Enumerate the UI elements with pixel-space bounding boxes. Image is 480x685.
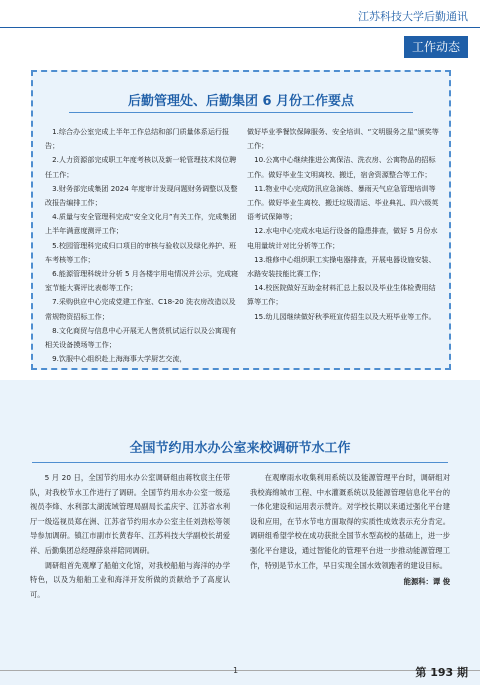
header-title: 江苏科技大学后勤通讯 [358, 10, 468, 23]
list-item: 14.校医院做好互助金材料汇总上报以及毕业生体检费用结算等工作； [247, 283, 436, 307]
article2-left-column [30, 471, 230, 602]
list-item: 7.采购供应中心完成党建工作室、C18-20 洗衣房改造以及常规物资招标工作； [45, 297, 236, 321]
list-item: 9.饮服中心组织赴上海海事大学厨艺交流， [52, 354, 187, 364]
article2-title: 全国节约用水办公室来校调研节水工作 [129, 441, 351, 456]
article1-left-column [45, 125, 239, 366]
list-item: 11.物业中心完成防汛应急演练、暴雨天气应急管理培训等工作。做好毕业生离校、搬迁垃圾清运、毕业典礼、四六级英语考试保障等； [247, 183, 439, 222]
article-author: 能源科：谭 俊 [403, 577, 450, 587]
list-item: 1.综合办公室完成上半年工作总结和部门质量体系运行报告； [45, 127, 230, 151]
paragraph: 调研组首先观摩了船舶文化馆，对我校船舶与海洋的办学特色，以及为船舶工业和海洋开发所做的贡献给予了高度认可。 [30, 560, 230, 599]
list-item: 12.水电中心完成水电运行设备的隐患排查，做好 5 月份水电用量统计对比分析等工作； [247, 226, 438, 250]
issue-number: 第 193 期 [415, 666, 468, 679]
header-rule [0, 27, 480, 28]
list-item: 8.文化商贸与信息中心开展无人售货机试运行以及公寓现有相关设备摸场等工作； [45, 325, 237, 350]
list-item: 10.公寓中心继续推进公寓保洁、洗衣房、公寓物品的招标工作。做好毕业生文明离校、搬迁，宿舍资源整合等工作； [247, 155, 436, 179]
article1-title: 后勤管理处、后勤集团 6 月份工作要点 [127, 94, 355, 109]
list-item: 做好毕业季餐饮保障服务、安全培训、“文明服务之星”颁奖等工作； [247, 127, 439, 151]
section-tag: 工作动态 [404, 36, 468, 58]
list-item: 13.维修中心组织职工实操电器排查，开展电器设施安装、水路安装技能比赛工作； [247, 254, 436, 279]
article2-title-rule [32, 462, 448, 463]
list-item: 5.校园管理科完成归口项目的审核与验收以及绿化养护、班车考核等工作； [45, 240, 237, 264]
list-item: 6.能源管理科统计分析 5 月各楼宇用电情况并公示，完成寝室节能大赛评比表彰等工作； [45, 269, 239, 293]
paragraph: 5 月 20 日，全国节约用水办公室调研组由蒋牧宸主任带队，对我校节水工作进行了调研。全国节约用水办公室一级巡视员李烽、水利部太湖流域管理局副局长孟庆宇、江苏省水利厅一级巡视员郑在洲、江苏省节约用水办公室主任刘劲松等领导参加调研。镇江市副市长黄春年、江苏科技大学副校长胡爱祥、后勤集团总经理薛泉祥陪同调研。 [30, 473, 230, 555]
list-item: 3.财务部完成集团 2024 年度审计发现问题财务调整以及整改报告编排工作； [45, 183, 238, 208]
article2-right-column [250, 471, 450, 590]
list-item: 2.人力资源部完成职工年度考核以及新一轮管理技术岗位聘任工作； [45, 155, 237, 179]
page-number: 1 [233, 666, 239, 675]
article2-box [0, 380, 480, 685]
list-item: 15.幼儿园继续做好秋季班宣传招生以及大班毕业等工作。 [254, 311, 436, 321]
paragraph: 在观摩雨水收集利用系统以及能源管理平台时，调研组对我校海绵城市工程、中水灌溉系统以及能源管理信息化平台的一体化建设和运用表示赞许。对学校长期以来通过强化平台建设和应用，在节水节电方面取得的实质性成效表示充分肯定。调研组希望学校在成功获批全国节水型高校的基础上，进一步强化平台建设，通过智能化的管理平台进一步推动能源管理工作，特别是节水工作，早日实现全国水效领跑者的建设目标。 [250, 473, 450, 570]
list-item: 4.质量与安全管理科完成“安全文化月”有关工作，完成集团上半年满意度测评工作； [45, 212, 237, 236]
article1-box [31, 70, 451, 370]
article1-right-column [247, 125, 441, 324]
article1-title-rule [69, 112, 413, 113]
footer-rule [0, 670, 480, 671]
